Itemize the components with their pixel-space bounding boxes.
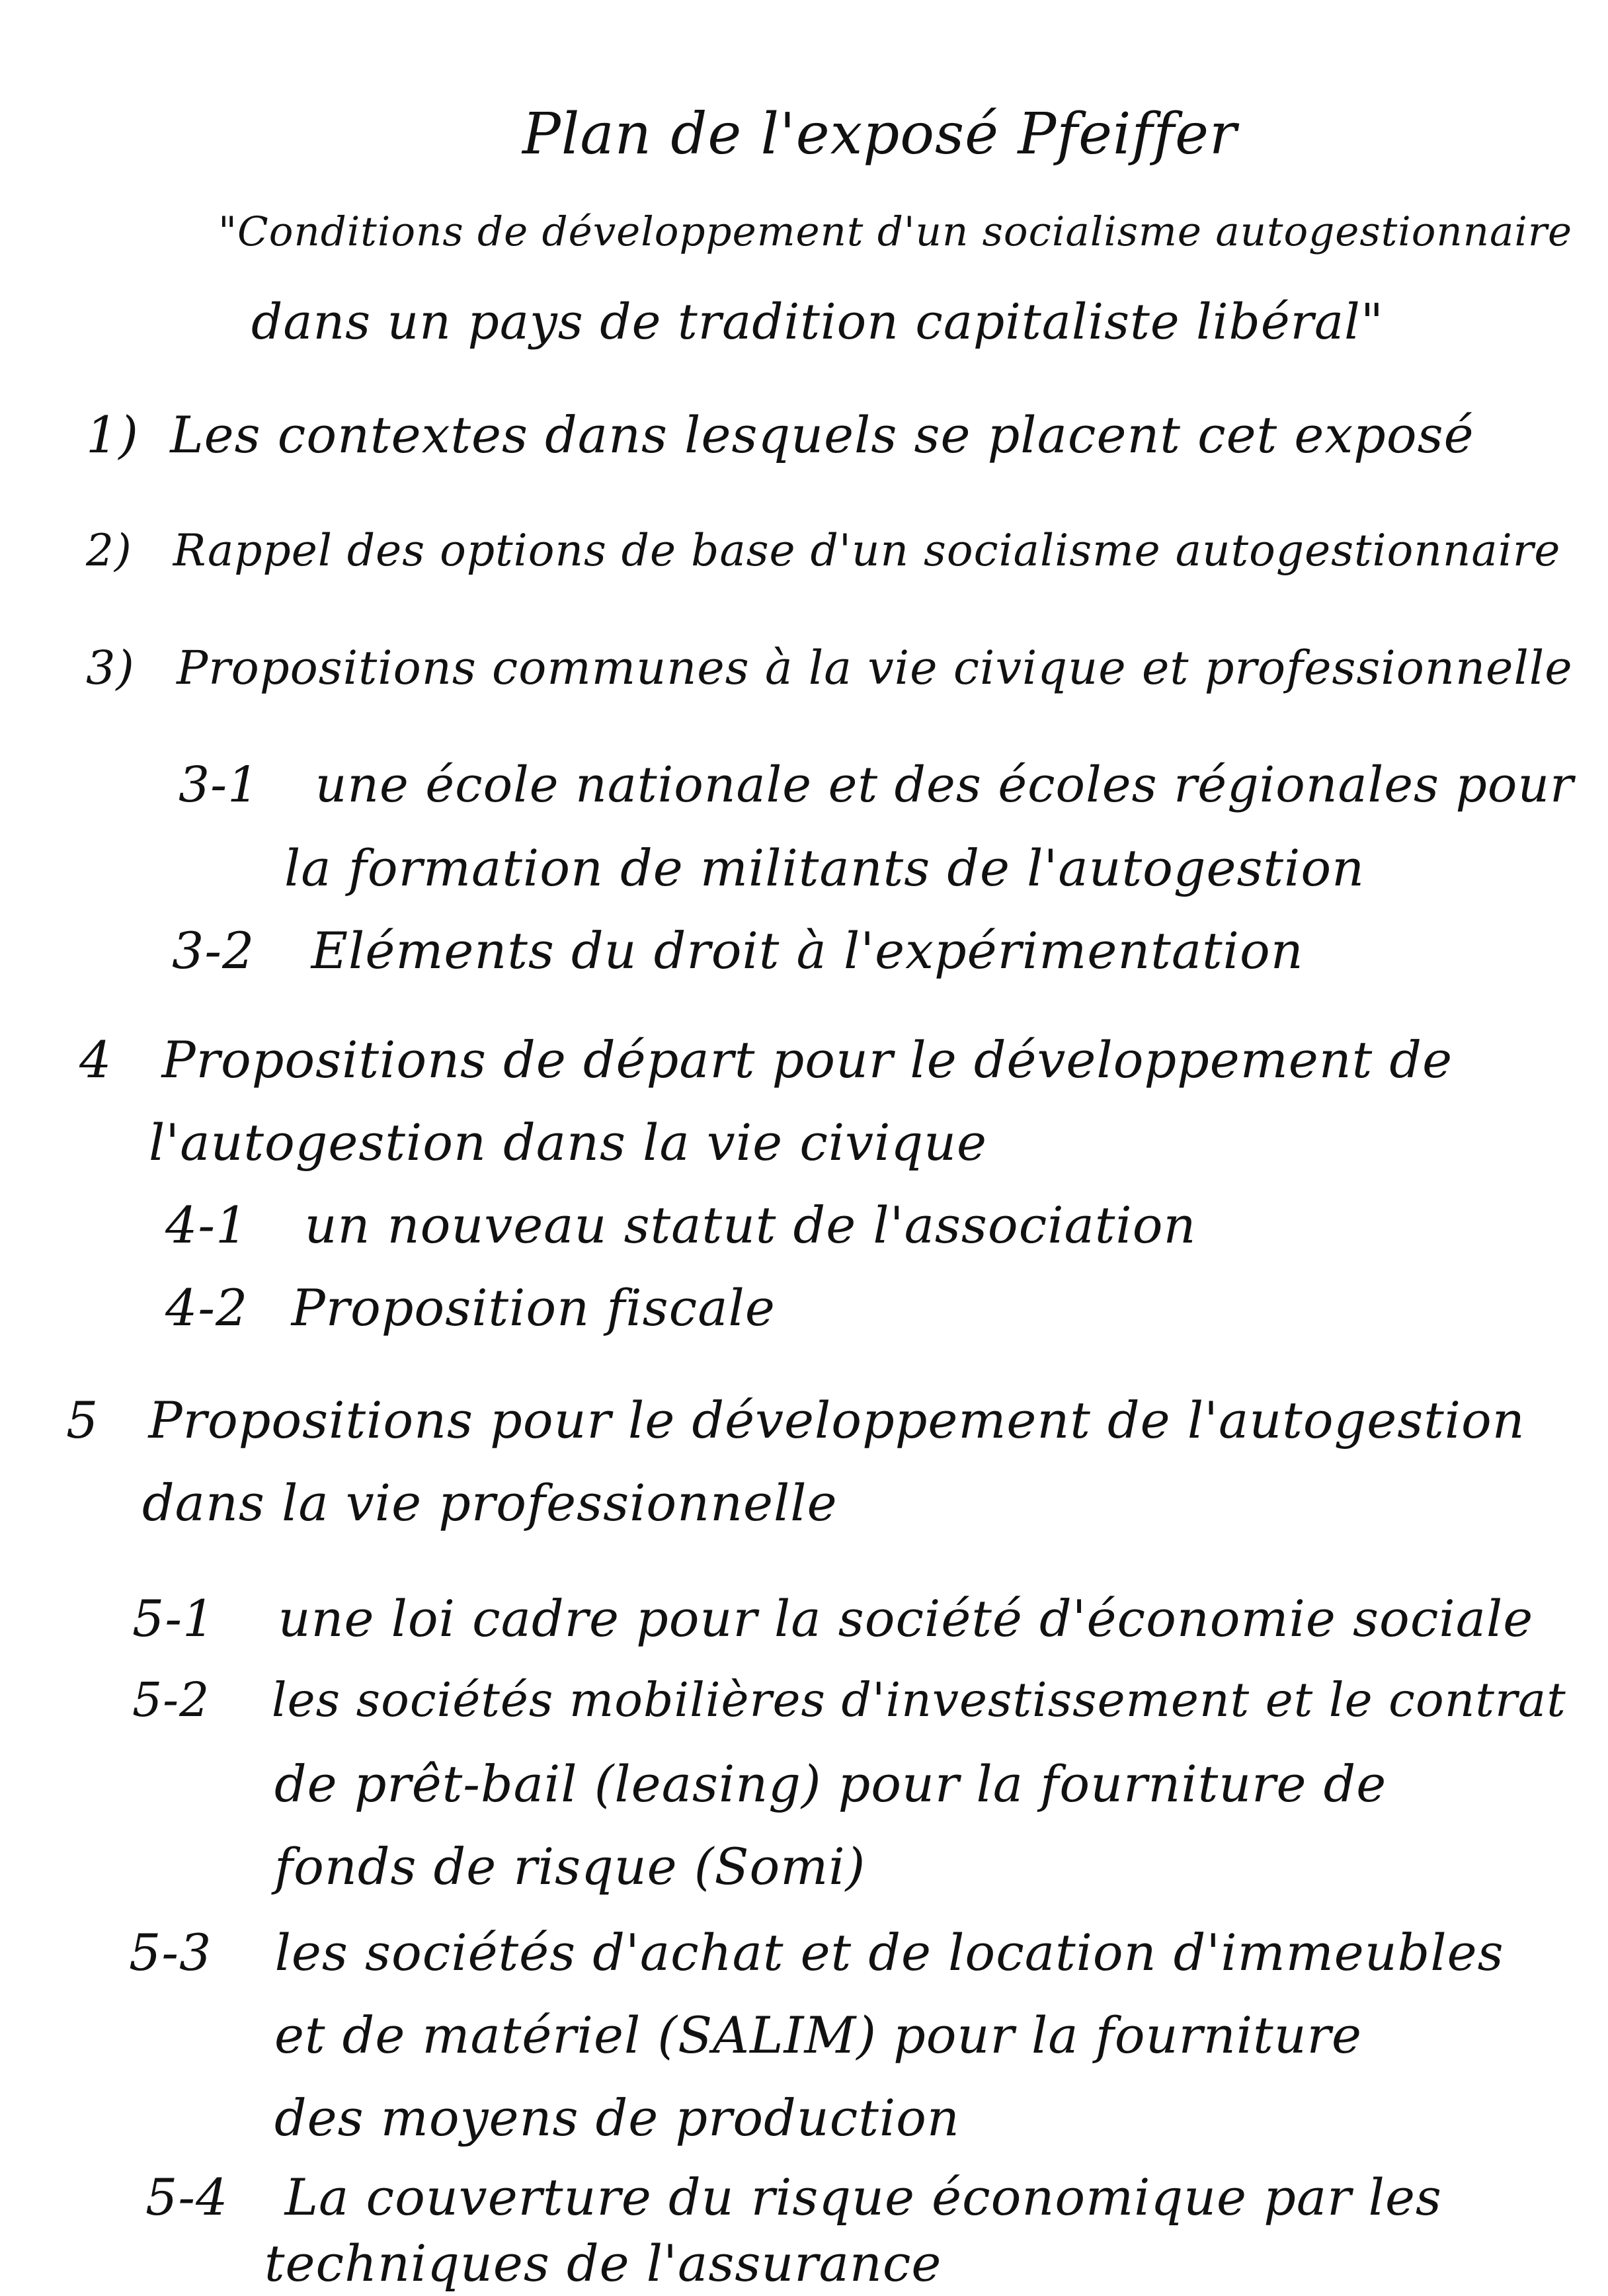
list-item-continuation bbox=[274, 2088, 960, 2147]
list-item-continuation bbox=[149, 1113, 987, 1172]
list-item-continuation bbox=[264, 2234, 942, 2293]
item-number: 4 bbox=[79, 1030, 112, 1089]
item-number: 5 bbox=[66, 1391, 99, 1450]
list-item bbox=[86, 405, 1474, 464]
item-text: Rappel des options de base d'un socialisme autogestionnaire bbox=[173, 525, 1561, 576]
item-text: les sociétés mobilières d'investissement et le contrat bbox=[271, 1672, 1566, 1727]
item-text: une école nationale et des écoles régionales pour bbox=[315, 757, 1574, 813]
item-text: la formation de militants de l'autogestion bbox=[284, 839, 1365, 897]
list-item bbox=[129, 1923, 1504, 1982]
item-text: des moyens de production bbox=[274, 2088, 960, 2147]
list-item-continuation bbox=[274, 1837, 866, 1896]
list-item-continuation bbox=[274, 1754, 1387, 1813]
item-text: une loi cadre pour la société d'économie sociale bbox=[278, 1589, 1534, 1648]
item-text: Propositions pour le développement de l'autogestion bbox=[148, 1391, 1525, 1450]
item-text: Propositions communes à la vie civique et professionnelle bbox=[177, 641, 1573, 695]
item-text: l'autogestion dans la vie civique bbox=[149, 1113, 987, 1172]
page-title: Plan de l'exposé Pfeiffer bbox=[522, 101, 1238, 167]
item-text: et de matériel (SALIM) pour la fourniture bbox=[274, 2006, 1362, 2065]
item-number: 2) bbox=[86, 525, 132, 576]
item-text: dans la vie professionnelle bbox=[142, 1473, 838, 1532]
list-item bbox=[165, 1196, 1197, 1254]
list-item-continuation bbox=[274, 2006, 1362, 2065]
item-text: techniques de l'assurance bbox=[264, 2234, 942, 2293]
item-text: Proposition fiscale bbox=[291, 1278, 776, 1337]
list-item-continuation bbox=[284, 839, 1365, 897]
item-number: 1) bbox=[86, 405, 140, 464]
item-text: Eléments du droit à l'expérimentation bbox=[311, 921, 1304, 980]
list-item bbox=[132, 1672, 1566, 1727]
item-text: de prêt-bail (leasing) pour la fourniture de bbox=[274, 1754, 1387, 1813]
item-number: 5-2 bbox=[132, 1672, 210, 1727]
item-number: 4-2 bbox=[165, 1278, 249, 1337]
list-item bbox=[145, 2168, 1442, 2227]
subtitle-line-2: dans un pays de tradition capitaliste libéral" bbox=[251, 294, 1384, 350]
item-number: 3-2 bbox=[172, 921, 255, 980]
list-item bbox=[86, 525, 1561, 576]
item-text: La couverture du risque économique par les bbox=[284, 2168, 1442, 2227]
list-item bbox=[66, 1391, 1525, 1450]
list-item bbox=[132, 1589, 1534, 1648]
item-text: Les contextes dans lesquels se placent cet exposé bbox=[170, 405, 1474, 464]
item-number: 3) bbox=[86, 641, 135, 695]
list-item bbox=[79, 1030, 1453, 1089]
subtitle-line-1: "Conditions de développement d'un socialisme autogestionnaire bbox=[218, 208, 1573, 255]
list-item bbox=[172, 921, 1304, 980]
list-item bbox=[86, 641, 1573, 695]
item-number: 5-3 bbox=[129, 1923, 212, 1982]
item-text: Propositions de départ pour le développement de bbox=[161, 1030, 1453, 1089]
item-text: fonds de risque (Somi) bbox=[274, 1837, 866, 1896]
list-item-continuation bbox=[142, 1473, 838, 1532]
item-text: les sociétés d'achat et de location d'immeubles bbox=[274, 1923, 1504, 1982]
item-number: 5-1 bbox=[132, 1589, 216, 1648]
item-number: 4-1 bbox=[165, 1196, 249, 1254]
item-number: 5-4 bbox=[145, 2168, 229, 2227]
list-item bbox=[179, 757, 1574, 813]
item-text: un nouveau statut de l'association bbox=[304, 1196, 1197, 1254]
item-number: 3-1 bbox=[179, 757, 260, 813]
list-item bbox=[165, 1278, 776, 1337]
